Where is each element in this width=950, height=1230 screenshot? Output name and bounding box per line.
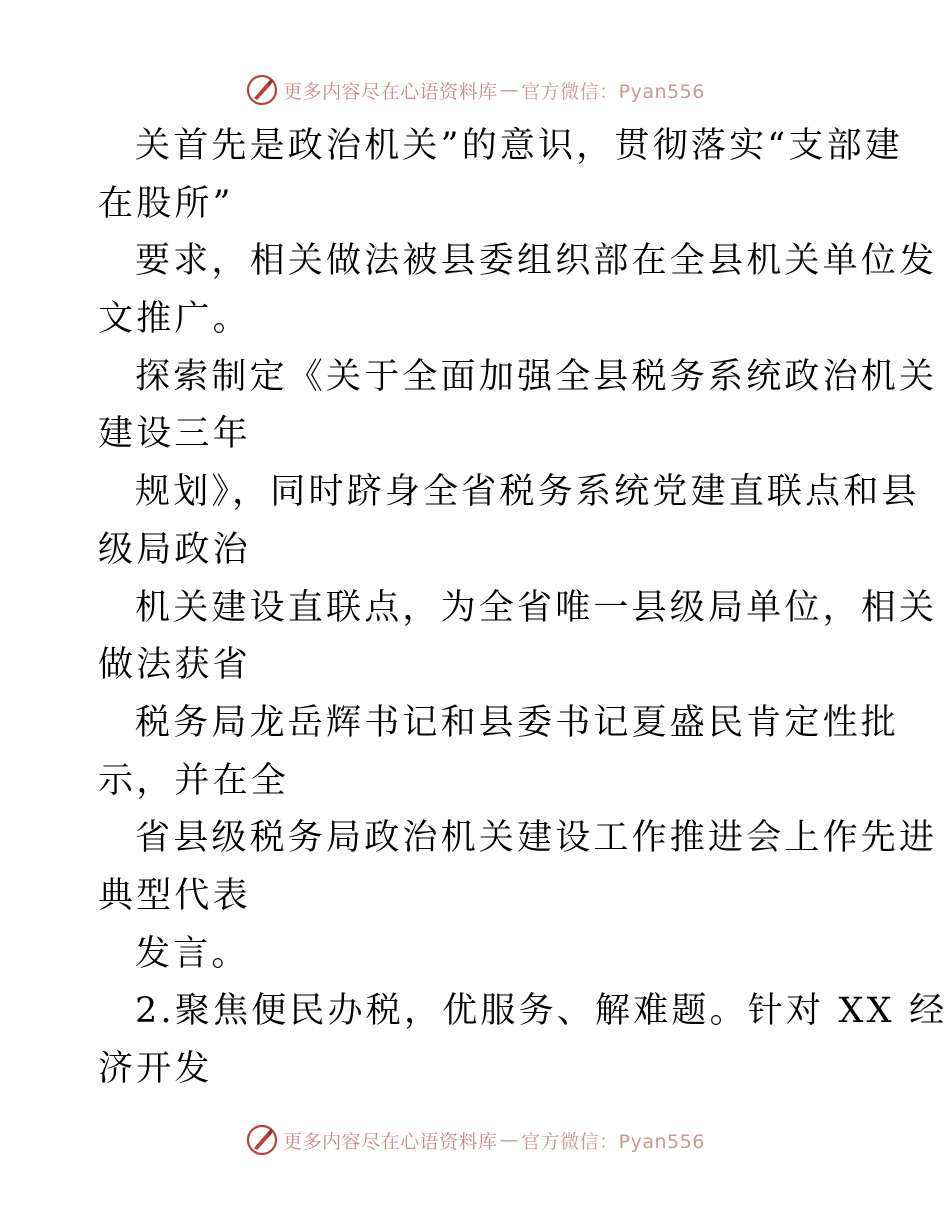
text-line: 文推广。 xyxy=(98,299,251,340)
header-watermark xyxy=(0,70,950,110)
watermark-separator: — xyxy=(499,79,520,101)
text-line: 在股所” xyxy=(98,183,234,224)
pen-logo-icon xyxy=(245,73,279,107)
text-line: 建设三年 xyxy=(98,414,251,455)
watermark-brand: 更多内容尽在心语资料库 xyxy=(283,80,498,103)
text-line: 发言。 xyxy=(135,933,250,974)
text-line: 示，并在全 xyxy=(98,760,290,801)
watermark-separator: — xyxy=(499,1129,520,1151)
text-line: 税务局龙岳辉书记和县委书记夏盛民肯定性批 xyxy=(135,702,900,743)
text-line: 2.聚焦便民办税，优服务、解难题。针对 XX 经 xyxy=(135,991,948,1032)
text-line: 探索制定《关于全面加强全县税务系统政治机关 xyxy=(135,356,938,397)
text-line: 省县级税务局政治机关建设工作推进会上作先进 xyxy=(135,818,938,859)
footer-watermark xyxy=(0,1120,950,1160)
text-line: 要求，相关做法被县委组织部在全县机关单位发 xyxy=(135,241,938,282)
watermark-contact: 官方微信：Pyan556 xyxy=(521,80,705,103)
text-line: 做法获省 xyxy=(98,645,251,686)
text-line: 济开发 xyxy=(98,1049,213,1089)
text-line: 典型代表 xyxy=(98,875,251,916)
pen-logo-icon xyxy=(245,1123,279,1157)
text-line: 规划》，同时跻身全省税务系统党建直联点和县 xyxy=(135,472,920,513)
text-line: 机关建设直联点，为全省唯一县级局单位，相关 xyxy=(135,587,938,628)
watermark-contact: 官方微信：Pyan556 xyxy=(521,1130,705,1153)
watermark-brand: 更多内容尽在心语资料库 xyxy=(283,1130,498,1153)
text-line: 级局政治 xyxy=(98,529,251,570)
text-line: 关首先是政治机关”的意识，贯彻落实“支部建 xyxy=(135,126,903,166)
document-body xyxy=(98,118,948,1099)
